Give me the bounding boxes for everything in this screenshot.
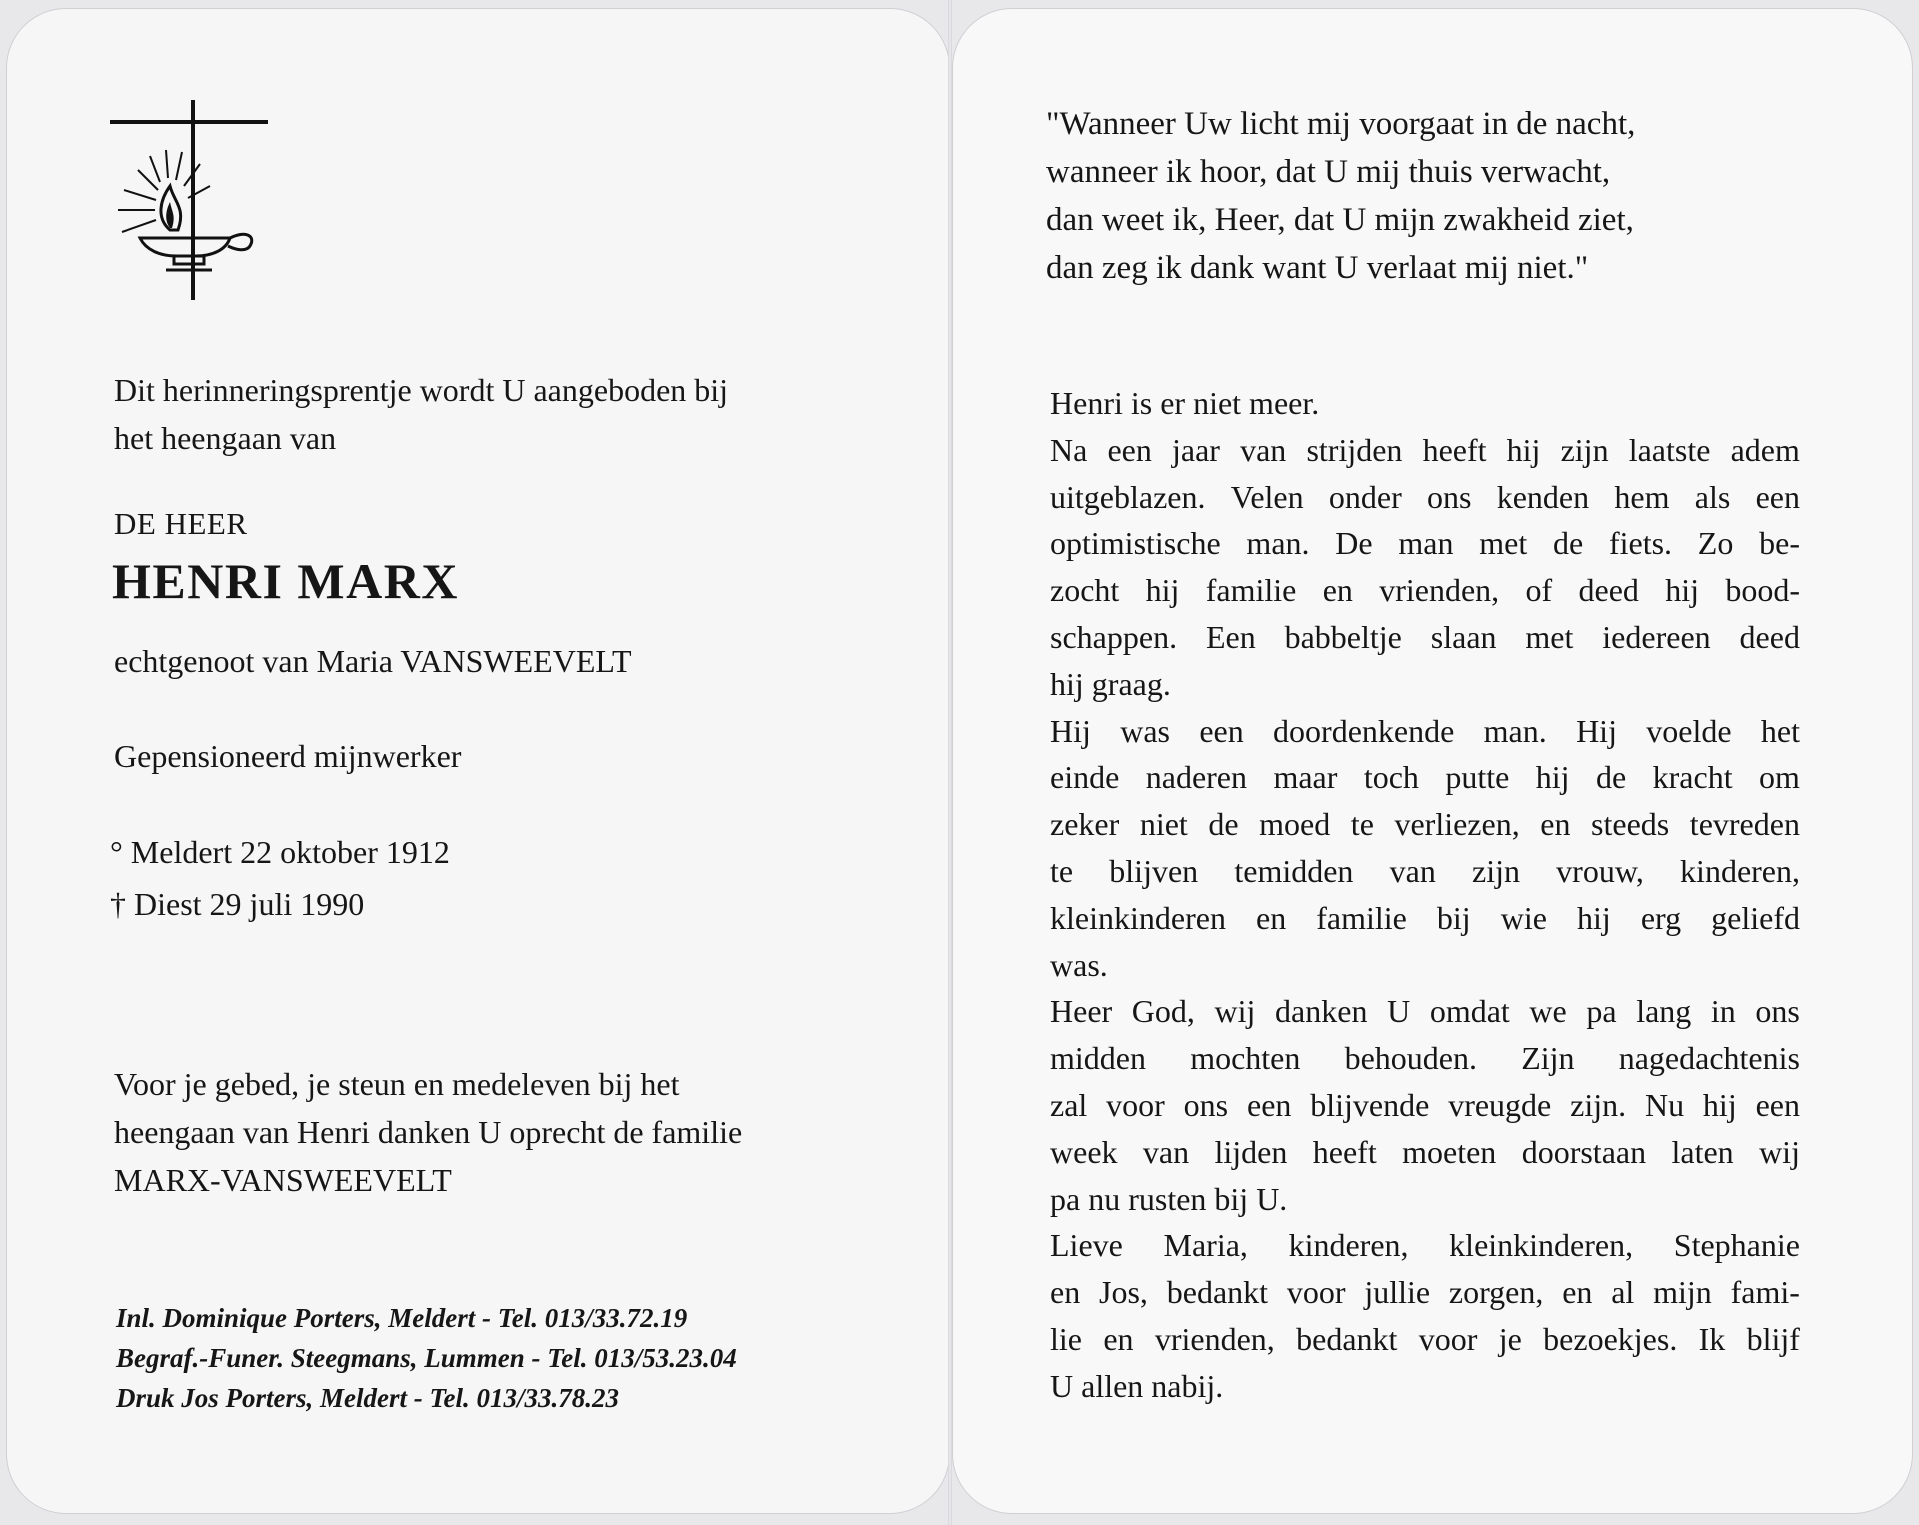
text-line: optimistische man. De man met de fiets. Zo be- bbox=[1050, 525, 1800, 562]
text-line: lie en vrienden, bedankt voor je bezoekjes. Ik blijf bbox=[1050, 1320, 1800, 1357]
text-line: Hij was een doordenkende man. Hij voelde het bbox=[1050, 712, 1800, 749]
occupation: Gepensioneerd mijnwerker bbox=[114, 738, 462, 774]
credit-line: Begraf.-Funer. Steegmans, Lummen - Tel. 013/53.23.04 bbox=[116, 1343, 737, 1373]
thanks-text bbox=[114, 1060, 874, 1204]
text-line: en Jos, bedankt voor jullie zorgen, en al mijn fami- bbox=[1050, 1274, 1800, 1311]
death-date: † Diest 29 juli 1990 bbox=[110, 886, 365, 922]
intro-line: het heengaan van bbox=[114, 420, 337, 456]
cross-with-oil-lamp-icon bbox=[100, 90, 280, 305]
text-line: zal voor ons een blijvende vreugde zijn. Nu hij een bbox=[1050, 1086, 1800, 1123]
text-line: zeker niet de moed te verliezen, en steeds tevreden bbox=[1050, 806, 1800, 843]
birth-date: ° Meldert 22 oktober 1912 bbox=[110, 834, 450, 870]
credit-line: Inl. Dominique Porters, Meldert - Tel. 013/33.72.19 bbox=[116, 1303, 688, 1333]
thanks-line: heengaan van Henri danken U oprecht de familie bbox=[114, 1114, 743, 1150]
deceased-title: DE HEER bbox=[114, 506, 248, 541]
text-line: Heer God, wij danken U omdat we pa lang in ons bbox=[1050, 993, 1800, 1030]
text-line: zocht hij familie en vrienden, of deed hij bood- bbox=[1050, 572, 1800, 609]
poem-line: dan weet ik, Heer, dat U mijn zwakheid ziet, bbox=[1046, 202, 1634, 238]
printer-credits bbox=[116, 1298, 737, 1418]
intro-line: Dit herinneringsprentje wordt U aangeboden bij bbox=[114, 372, 729, 408]
thanks-line: Voor je gebed, je steun en medeleven bij het bbox=[114, 1066, 680, 1102]
text-line: was. bbox=[1050, 946, 1108, 983]
text-line: te blijven temidden van zijn vrouw, kinderen, bbox=[1050, 852, 1800, 889]
text-line: schappen. Een babbeltje slaan met iedereen deed bbox=[1050, 618, 1800, 655]
spouse-line: echtgenoot van Maria VANSWEEVELT bbox=[114, 643, 632, 679]
thanks-line: MARX-VANSWEEVELT bbox=[114, 1162, 452, 1198]
memorial-text bbox=[1050, 380, 1800, 1410]
poem-line: dan zeg ik dank want U verlaat mij niet." bbox=[1046, 250, 1589, 286]
card-fold bbox=[948, 0, 952, 1525]
text-line: Lieve Maria, kinderen, kleinkinderen, Stephanie bbox=[1050, 1227, 1800, 1264]
text-line: Na een jaar van strijden heeft hij zijn laatste adem bbox=[1050, 431, 1800, 468]
text-line: uitgeblazen. Velen onder ons kenden hem als een bbox=[1050, 478, 1800, 515]
life-dates bbox=[110, 826, 450, 930]
credit-line: Druk Jos Porters, Meldert - Tel. 013/33.78.23 bbox=[116, 1383, 620, 1413]
text-line: week van lijden heeft moeten doorstaan laten wij bbox=[1050, 1133, 1800, 1170]
intro-text bbox=[114, 366, 874, 462]
poem-line: "Wanneer Uw licht mij voorgaat in de nacht, bbox=[1046, 106, 1636, 142]
poem-line: wanneer ik hoor, dat U mij thuis verwacht, bbox=[1046, 154, 1611, 190]
text-line: hij graag. bbox=[1050, 665, 1171, 702]
text-line: U allen nabij. bbox=[1050, 1367, 1224, 1404]
deceased-name: HENRI MARX bbox=[112, 553, 459, 609]
text-line: kleinkinderen en familie bij wie hij erg geliefd bbox=[1050, 899, 1800, 936]
poem bbox=[1046, 100, 1635, 292]
text-line: einde naderen maar toch putte hij de kracht om bbox=[1050, 759, 1800, 796]
text-line: midden mochten behouden. Zijn nagedachtenis bbox=[1050, 1040, 1800, 1077]
text-line: pa nu rusten bij U. bbox=[1050, 1180, 1288, 1217]
text-line: Henri is er niet meer. bbox=[1050, 385, 1320, 421]
